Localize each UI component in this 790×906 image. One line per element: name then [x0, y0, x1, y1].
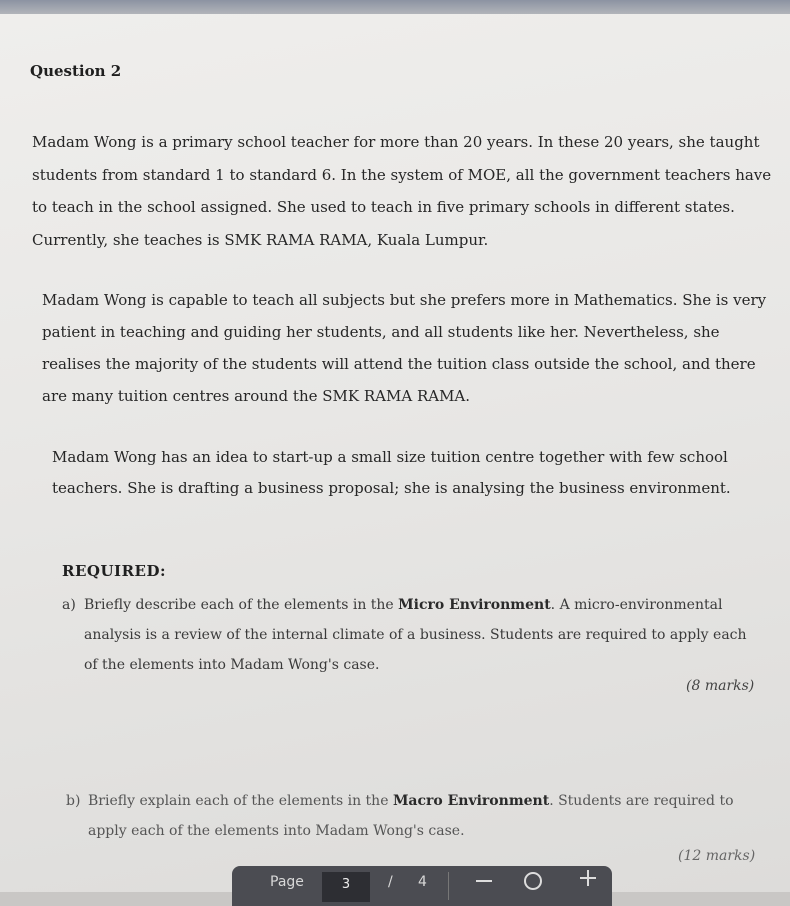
question-title: Question 2 — [30, 62, 122, 80]
item-keyword: Macro Environment — [392, 793, 550, 809]
current-page-input[interactable]: 3 — [322, 872, 370, 902]
page-label: Page — [270, 874, 304, 890]
item-text-lead: Briefly describe each of the elements in the — [84, 597, 399, 613]
item-label: a) — [62, 597, 76, 613]
item-text-rest: . Students are required to apply each of the elements into Madam Wong's case. — [88, 793, 734, 839]
marks-label-b: (12 marks) — [678, 848, 756, 864]
item-label: b) — [66, 793, 81, 809]
required-heading: REQUIRED: — [62, 562, 167, 580]
item-text — [84, 590, 762, 680]
case-paragraph-2: Madam Wong is capable to teach all subjects but she prefers more in Mathematics. She is very patient in teaching and guiding her students, and all students like her. Nevertheless, she realises the majority of the students will attend the tuition class outside the school, and there are many tuition centres around the SMK RAMA RAMA. — [42, 291, 767, 405]
item-keyword: Micro Environment — [398, 597, 551, 613]
item-text-lead: Briefly explain each of the elements in the — [88, 793, 393, 809]
marks-label-a: (8 marks) — [686, 678, 755, 694]
zoom-out-icon[interactable] — [476, 880, 492, 882]
case-paragraph-3: Madam Wong has an idea to start-up a small size tuition centre together with few school teachers. She is drafting a business proposal; she is analysing the business environment. — [52, 448, 731, 497]
item-text — [88, 786, 766, 846]
case-paragraph-1: Madam Wong is a primary school teacher for more than 20 years. In these 20 years, she taught students from standard 1 to standard 6. In the system of MOE, all the government teachers have to teach in the school assigned. She used to teach in five primary schools in different states. Currently, she teaches is SMK RAMA RAMA, Kuala Lumpur. — [32, 133, 772, 249]
page-separator: / — [388, 874, 393, 890]
document-page — [0, 14, 790, 892]
toolbar-divider — [448, 872, 449, 900]
page-navigation-bar — [232, 866, 612, 906]
total-pages: 4 — [418, 874, 427, 890]
item-text-rest: . A micro-environmental analysis is a review of the internal climate of a business. Students are required to apply each of the elements into Madam Wong's case. — [84, 597, 747, 673]
required-item-a — [62, 590, 762, 680]
required-item-b — [66, 786, 766, 846]
fit-page-icon[interactable] — [524, 872, 542, 890]
zoom-in-icon[interactable] — [580, 870, 596, 886]
